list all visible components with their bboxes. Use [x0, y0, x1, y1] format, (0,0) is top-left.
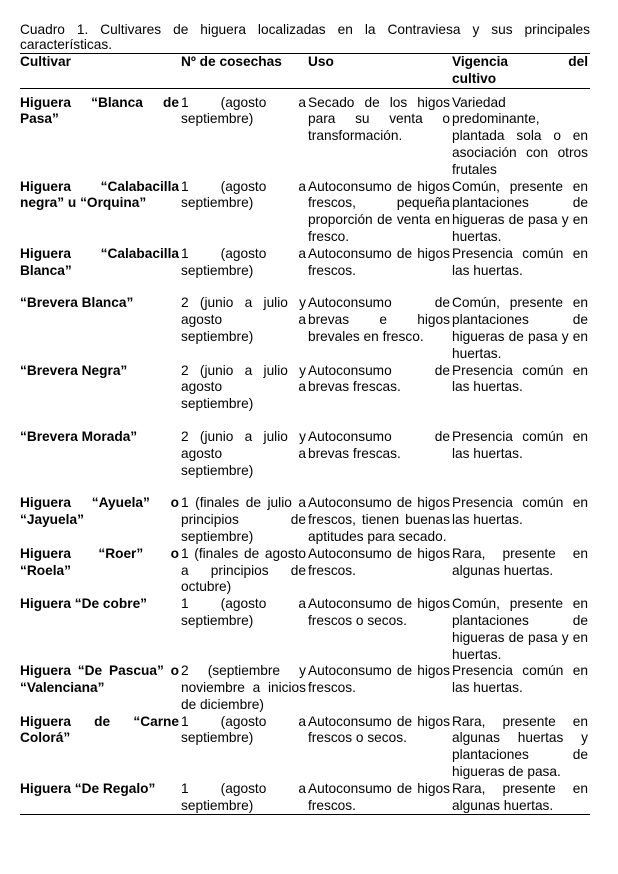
header-uso: Uso	[308, 54, 334, 69]
cosechas-cell: 2 (junio a julio y agosto a septiembre)	[181, 362, 306, 412]
cosechas-cell: 2 (septiembre y noviembre a inicios de diciembre)	[181, 663, 306, 712]
cosechas-cell: 1 (agosto a septiembre)	[181, 781, 308, 815]
cosechas-cell: 1 (agosto a septiembre)	[181, 94, 306, 127]
cultivar-cell: Higuera “De Pascua” o “Valenciana”	[20, 663, 179, 696]
cosechas-cell: 2 (junio a julio y agosto a septiembre)	[181, 295, 306, 344]
table-row	[20, 596, 590, 663]
table-row	[20, 781, 590, 815]
vigencia-cell: Presencia común en las huertas.	[452, 495, 588, 528]
table-row	[20, 714, 590, 781]
table-row	[20, 279, 590, 362]
table-row	[20, 413, 590, 479]
uso-cell: Autoconsumo de brevas frescas.	[308, 428, 450, 461]
uso-cell: Secado de los higos para su venta o transformación.	[308, 94, 450, 144]
cultivar-cell: Higuera “Blanca de Pasa”	[20, 94, 179, 127]
cultivar-cell: “Brevera Blanca”	[20, 295, 134, 311]
cultivar-cell: Higuera de “Carne Colorá”	[20, 713, 179, 746]
vigencia-cell: Presencia común en las huertas.	[452, 245, 588, 278]
header-cultivar: Cultivar	[20, 54, 71, 69]
vigencia-cell: Común, presente en plantaciones de higueras de pasa y en huertas.	[452, 295, 588, 361]
vigencia-cell: Presencia común en las huertas.	[452, 362, 588, 395]
uso-cell: Autoconsumo de higos frescos, pequeña proporción de venta en fresco.	[308, 178, 450, 244]
header-vigencia	[452, 54, 590, 89]
table-body	[20, 88, 590, 815]
cultivar-cell: Higuera “Roer” o “Roela”	[20, 545, 179, 578]
uso-cell: Autoconsumo de higos frescos.	[308, 545, 450, 578]
document-page	[20, 22, 590, 815]
cosechas-cell: 1 (agosto a septiembre)	[181, 596, 306, 628]
cultivar-cell: Higuera “Calabacilla Blanca”	[20, 245, 179, 278]
header-vigencia-word1: Vigencia	[452, 54, 509, 69]
table-caption: Cuadro 1. Cultivares de higuera localizadas en la Contraviesa y sus principales características.	[20, 22, 590, 52]
cultivar-cell: “Brevera Negra”	[20, 362, 128, 378]
uso-cell: Autoconsumo de higos frescos.	[308, 663, 450, 696]
uso-cell: Autoconsumo de higos frescos o secos.	[308, 713, 450, 746]
cosechas-cell: 1 (agosto a septiembre)	[181, 178, 306, 211]
table-row	[20, 663, 590, 713]
uso-cell: Autoconsumo de higos frescos o secos.	[308, 596, 450, 628]
cultivar-cell: Higuera “Calabacilla negra” u “Orquina”	[20, 178, 179, 211]
header-vigencia-word2: del	[568, 54, 588, 69]
uso-cell: Autoconsumo de higos frescos, tienen buenas aptitudes para secado.	[308, 495, 450, 544]
table-header	[20, 54, 590, 89]
vigencia-cell: Presencia común en las huertas.	[452, 428, 588, 461]
cultivar-cell: Higuera “De Regalo”	[20, 781, 181, 815]
vigencia-cell: Común, presente en plantaciones de higueras de pasa y en huertas.	[452, 178, 588, 244]
table-row	[20, 179, 590, 246]
vigencia-cell: Rara, presente en algunas huertas.	[452, 781, 590, 815]
cultivar-cell: Higuera “Ayuela” o “Jayuela”	[20, 495, 179, 528]
vigencia-cell: Presencia común en las huertas.	[452, 663, 588, 696]
header-vigencia-word3: cultivo	[452, 70, 497, 86]
uso-cell: Autoconsumo de higos frescos.	[308, 781, 452, 815]
uso-cell: Autoconsumo de brevas frescas.	[308, 362, 450, 395]
cultivar-cell: “Brevera Morada”	[20, 428, 138, 444]
header-cosechas: Nº de cosechas	[181, 54, 282, 69]
table-row	[20, 246, 590, 280]
table-row	[20, 546, 590, 596]
uso-cell: Autoconsumo de higos frescos.	[308, 245, 450, 278]
uso-cell: Autoconsumo de brevas e higos brevales en fresco.	[308, 295, 450, 344]
vigencia-cell: Rara, presente en algunas huertas.	[452, 545, 588, 578]
vigencia-cell: Variedad predominante, plantada sola o en asociación con otros frutales	[452, 94, 588, 177]
cosechas-cell: 1 (agosto a septiembre)	[181, 713, 306, 746]
table-row	[20, 479, 590, 545]
cultivars-table	[20, 53, 590, 815]
cosechas-cell: 1 (agosto a septiembre)	[181, 245, 306, 278]
cosechas-cell: 1 (finales de agosto a principios de octubre)	[181, 545, 306, 595]
table-row	[20, 363, 590, 413]
cosechas-cell: 2 (junio a julio y agosto a septiembre)	[181, 428, 306, 478]
table-row	[20, 88, 590, 178]
cosechas-cell: 1 (finales de julio a principios de septiembre)	[181, 495, 306, 544]
cultivar-cell: Higuera “De cobre”	[20, 596, 148, 612]
vigencia-cell: Común, presente en plantaciones de higueras de pasa y en huertas.	[452, 596, 588, 662]
vigencia-cell: Rara, presente en algunas huertas y plantaciones de higueras de pasa.	[452, 713, 588, 780]
